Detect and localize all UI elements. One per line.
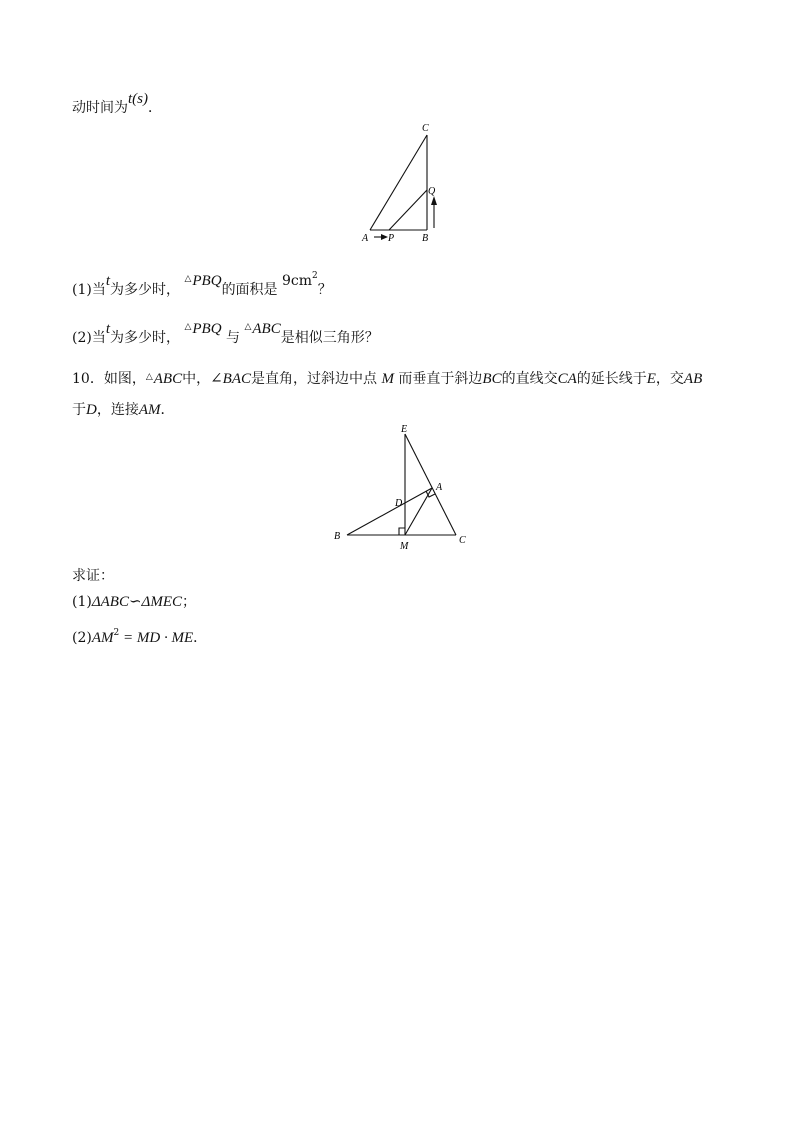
p10-m: M bbox=[381, 371, 394, 387]
p10-number: 10．如图， bbox=[72, 371, 146, 387]
q1-text2: 的面积是 bbox=[221, 282, 278, 298]
p2-rhs: = MD · ME bbox=[119, 630, 194, 646]
label-c: C bbox=[459, 535, 466, 546]
q2-t: t bbox=[105, 321, 111, 337]
p10-e: E bbox=[646, 371, 656, 387]
p10-text6: ，交 bbox=[655, 371, 684, 387]
p1-expression: ΔABC∽ΔMEC bbox=[91, 594, 183, 610]
problem10-line1 bbox=[72, 367, 702, 389]
side-ac bbox=[370, 135, 427, 230]
figure-triangle-abc-pq bbox=[355, 118, 455, 248]
p2-lhs: AM bbox=[91, 630, 114, 646]
label-d: D bbox=[395, 498, 403, 509]
label-m: M bbox=[400, 541, 409, 552]
q2-text: 为多少时， bbox=[110, 330, 181, 346]
label-e: E bbox=[401, 424, 408, 435]
p10-text3: 而垂直于斜边 bbox=[398, 371, 483, 387]
label-a: A bbox=[436, 482, 443, 493]
p10-d: D bbox=[86, 402, 97, 418]
p10-ab: AB bbox=[683, 371, 703, 387]
label-a: A bbox=[362, 233, 369, 244]
intro-text: 动时间为 bbox=[72, 100, 128, 116]
label-b: B bbox=[422, 233, 429, 244]
triangle-symbol: △ bbox=[145, 372, 153, 382]
p10-bc: BC bbox=[482, 371, 502, 387]
problem10-line2 bbox=[72, 400, 175, 420]
p10-text7: 于 bbox=[72, 402, 86, 418]
problem9-question1 bbox=[72, 271, 332, 300]
p10-text4: 的直线交 bbox=[501, 371, 558, 387]
label-c: C bbox=[422, 123, 429, 134]
p10-am: AM bbox=[138, 402, 161, 418]
label-q: Q bbox=[428, 186, 436, 197]
q2-end: 是相似三角形？ bbox=[280, 330, 379, 346]
p2-end: ． bbox=[193, 630, 208, 646]
p10-text5: 的延长线于 bbox=[576, 371, 647, 387]
q1-area-exponent: 2 bbox=[312, 271, 318, 281]
label-b: B bbox=[334, 531, 341, 542]
q1-triangle: PBQ bbox=[192, 273, 222, 289]
triangle-symbol: △ bbox=[184, 322, 192, 332]
p10-text1: 中， bbox=[182, 371, 211, 387]
q1-end: ？ bbox=[317, 282, 332, 298]
label-p: P bbox=[388, 233, 395, 244]
q1-area: 9cm bbox=[282, 273, 313, 289]
q2-triangle2: ABC bbox=[252, 321, 281, 337]
p2-exponent: 2 bbox=[113, 628, 120, 638]
problem9-intro bbox=[72, 91, 162, 118]
segment-ec bbox=[405, 434, 456, 535]
arrow-q-head bbox=[431, 196, 437, 205]
p10-angle: ∠BAC bbox=[210, 371, 251, 387]
p10-triangle: ABC bbox=[153, 371, 183, 387]
p10-end: ． bbox=[160, 402, 175, 418]
p10-ca: CA bbox=[557, 371, 577, 387]
triangle-symbol: △ bbox=[184, 274, 192, 284]
p1-number: (1) bbox=[72, 594, 92, 610]
p1-end: ； bbox=[182, 594, 197, 610]
arrow-p-head bbox=[381, 234, 388, 240]
p2-number: (2) bbox=[72, 630, 92, 646]
figure-right-triangle-abc bbox=[325, 422, 475, 554]
segment-pq bbox=[389, 190, 427, 230]
intro-end: ． bbox=[148, 100, 162, 116]
p10-text8: ，连接 bbox=[96, 402, 139, 418]
time-variable: t(s) bbox=[128, 91, 148, 107]
q2-triangle1: PBQ bbox=[192, 321, 222, 337]
q1-text: 为多少时， bbox=[110, 282, 181, 298]
side-ba bbox=[347, 488, 432, 535]
p10-text2: 是直角，过斜边中点 bbox=[251, 371, 377, 387]
prove-heading: 求证： bbox=[72, 568, 114, 584]
prove-part2 bbox=[72, 623, 207, 648]
q2-number: (2)当 bbox=[72, 330, 106, 346]
q2-text2: 与 bbox=[226, 330, 241, 346]
q1-number: (1)当 bbox=[72, 282, 106, 298]
right-angle-m bbox=[399, 528, 405, 535]
prove-part1 bbox=[72, 592, 196, 612]
q1-t: t bbox=[105, 273, 111, 289]
triangle-symbol: △ bbox=[244, 322, 252, 332]
problem9-question2 bbox=[72, 321, 379, 348]
